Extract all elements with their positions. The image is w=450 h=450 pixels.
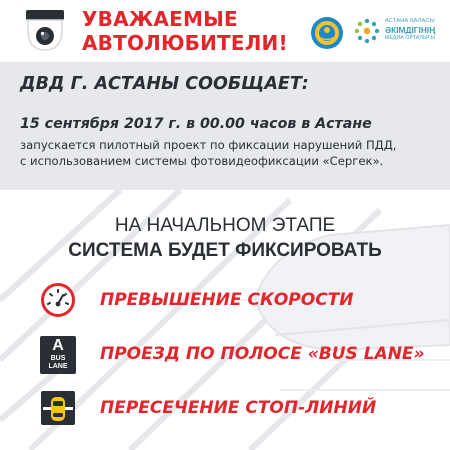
- info-text-line-1: запускается пилотный проект по фиксации нарушений ПДД,: [20, 138, 397, 152]
- speedometer-icon: [40, 282, 76, 318]
- page-title: [82, 7, 302, 55]
- media-logo-line-1: АСТАНА ҚАЛАСЫ: [385, 18, 435, 24]
- info-text-line-2: с использованием системы фотовидеофиксации «Сергек».: [20, 154, 384, 168]
- info-title: ДВД Г. АСТАНЫ СООБЩАЕТ:: [20, 74, 309, 94]
- media-logo-line-3: МЕДИА ОРТАЛЫҒЫ: [385, 35, 436, 41]
- bus-lane-icon-text-1: BUS: [50, 355, 66, 362]
- bus-lane-icon-text-2: LANE: [48, 363, 68, 370]
- item-label-bus-lane: ПРОЕЗД ПО ПОЛОСЕ «BUS LANE»: [100, 344, 425, 364]
- info-date-line: 15 сентября 2017 г. в 00.00 часов в Астане: [20, 116, 372, 132]
- list-item: [0, 336, 450, 376]
- stop-line-icon: [40, 390, 76, 426]
- info-text: [20, 137, 440, 169]
- security-camera-icon: [22, 8, 68, 54]
- stage-heading: НА НАЧАЛЬНОМ ЭТАПЕ: [114, 215, 336, 236]
- item-label-speeding: ПРЕВЫШЕНИЕ СКОРОСТИ: [100, 290, 354, 310]
- item-label-stop-line: ПЕРЕСЕЧЕНИЕ СТОП-ЛИНИЙ: [100, 398, 377, 418]
- list-item: [0, 390, 450, 430]
- media-center-logo-text: [385, 18, 449, 42]
- header: [0, 0, 450, 62]
- list-item: [0, 282, 450, 322]
- state-emblem-icon: [310, 16, 344, 50]
- bus-lane-icon: [40, 336, 76, 374]
- system-heading: СИСТЕМА БУДЕТ ФИКСИРОВАТЬ: [68, 240, 382, 261]
- bus-lane-icon-letter: A: [52, 337, 64, 354]
- title-line-2: АВТОЛЮБИТЕЛИ!: [82, 31, 288, 55]
- info-band: [0, 62, 450, 190]
- media-logo-line-2: ӘКІМДІГІНІҢ: [385, 25, 436, 35]
- media-center-logo-icon: [352, 16, 382, 46]
- title-line-1: УВАЖАЕМЫЕ: [82, 7, 238, 31]
